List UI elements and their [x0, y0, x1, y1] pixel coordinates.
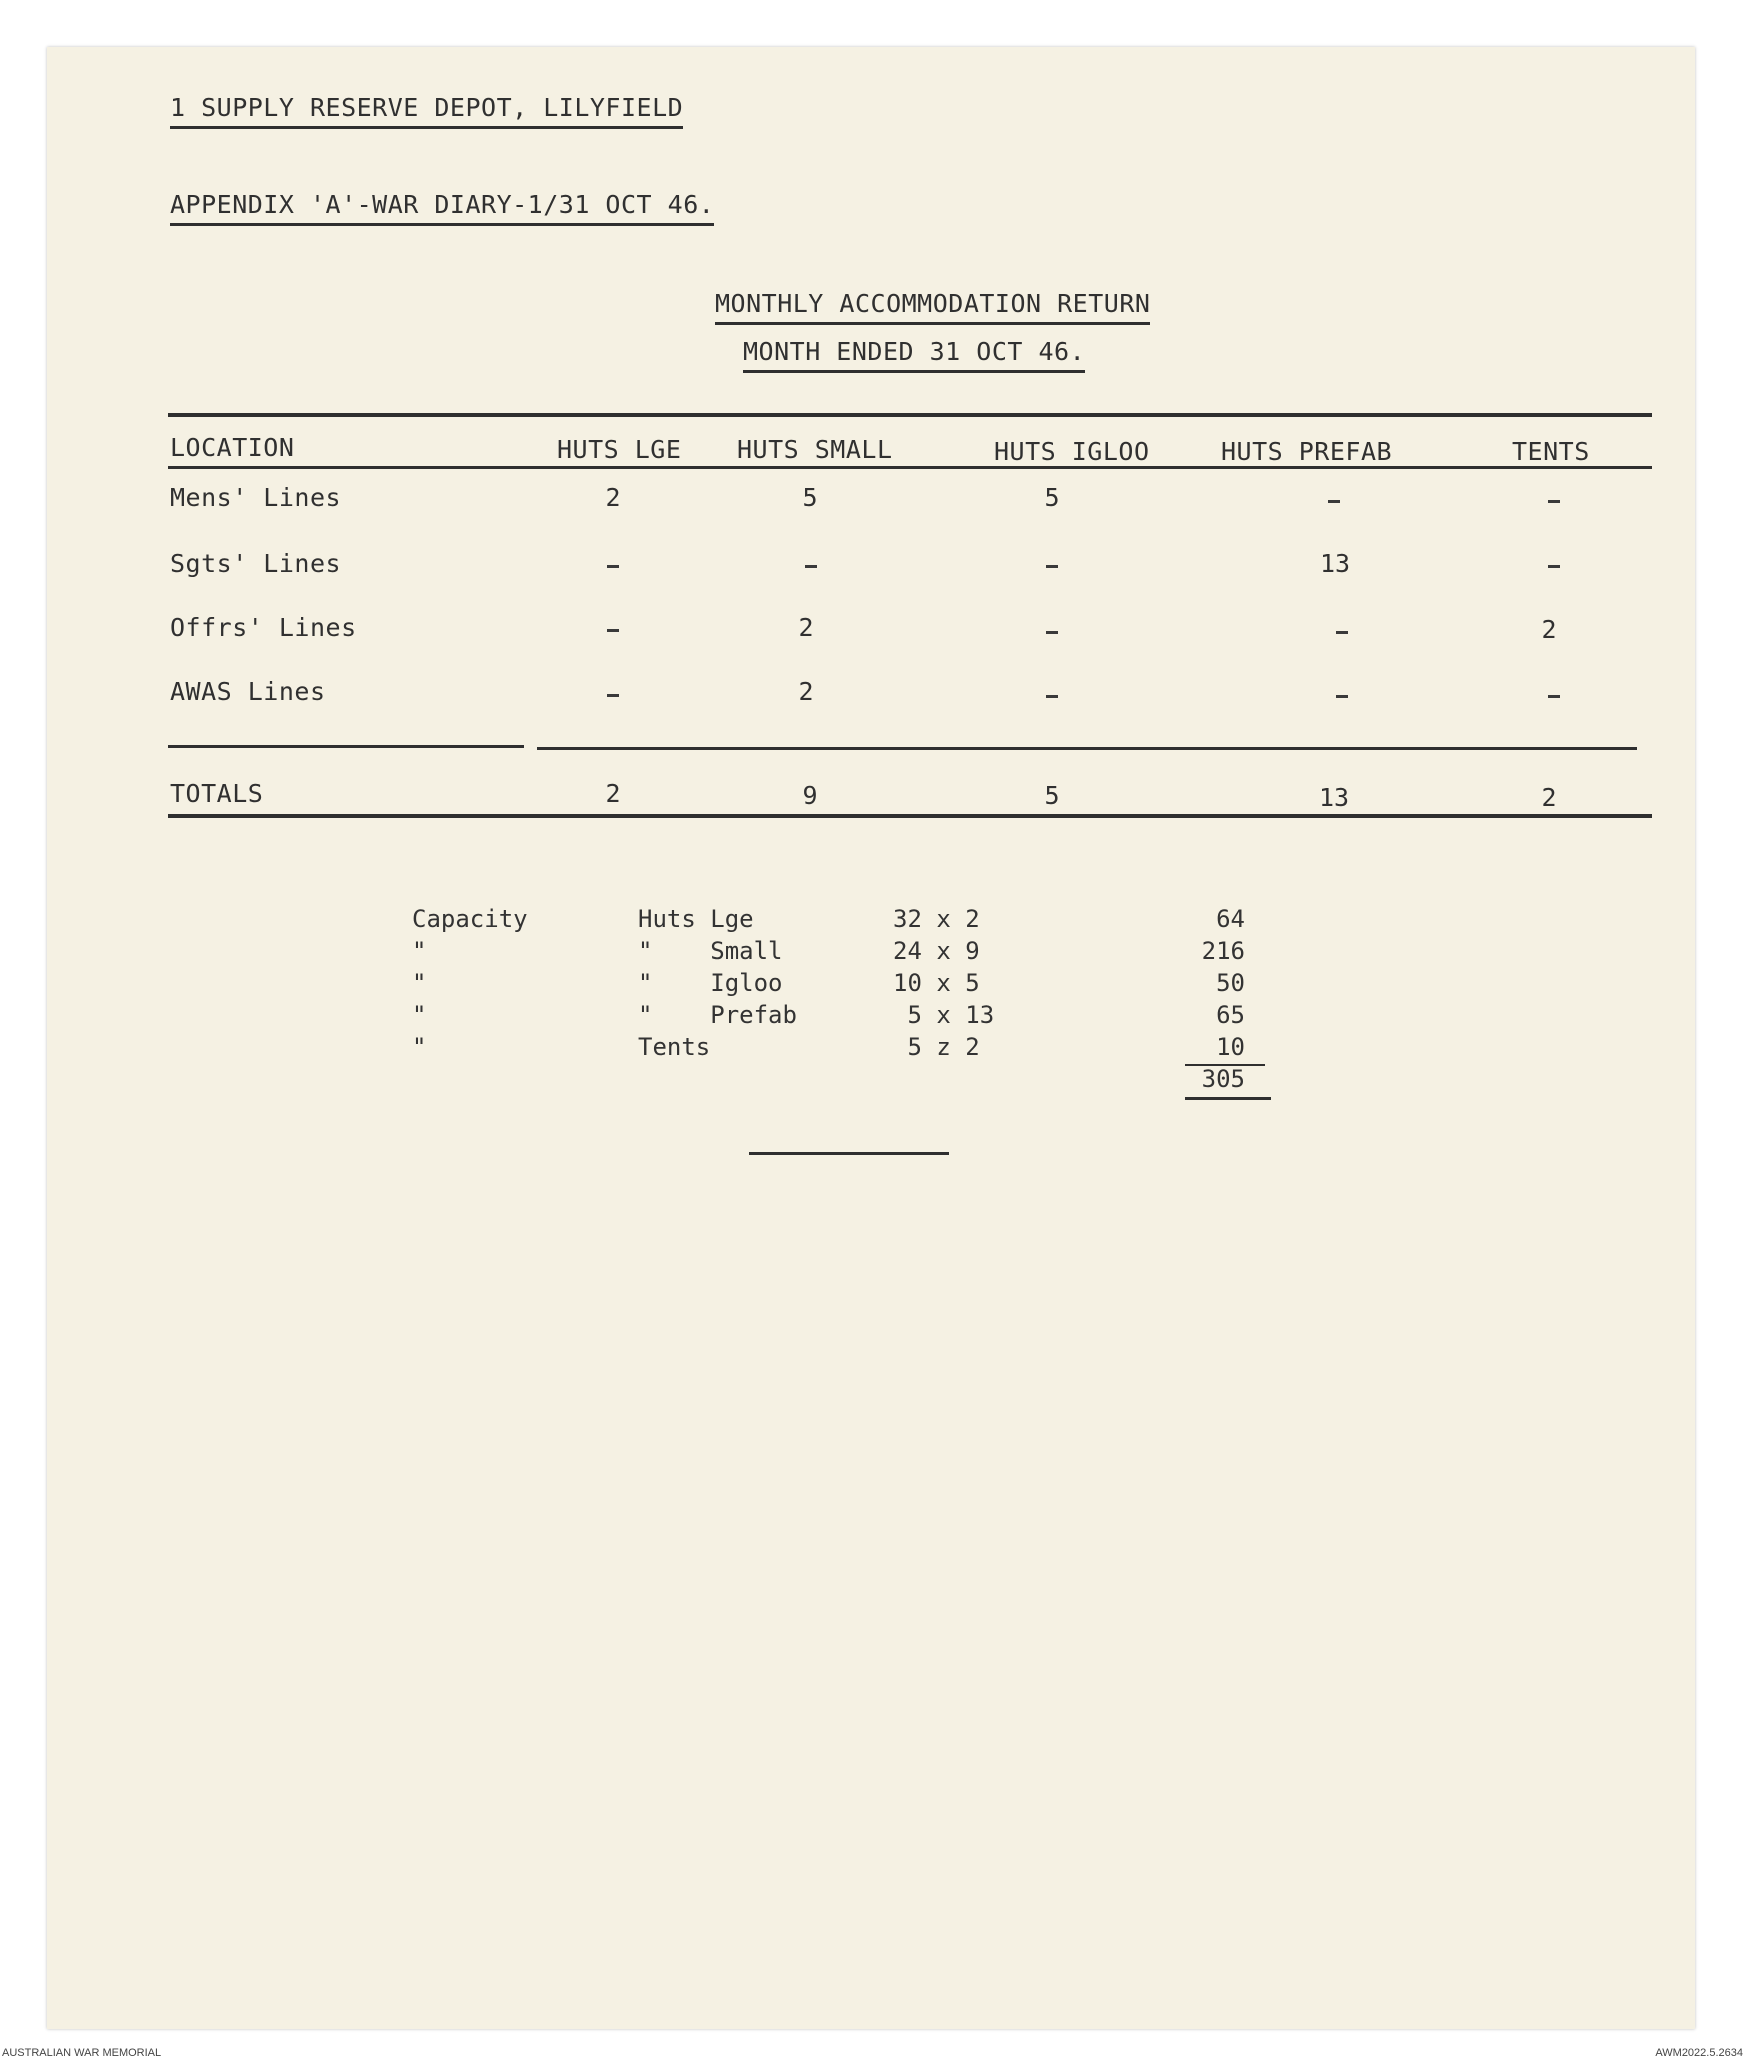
unit-heading: 1 SUPPLY RESERVE DEPOT, LILYFIELD — [170, 93, 683, 129]
col-header-huts-prefab: HUTS PREFAB — [1221, 437, 1393, 466]
capacity-label-4: " — [412, 1001, 427, 1029]
footer-left: AUSTRALIAN WAR MEMORIAL — [2, 2047, 162, 2059]
cell-sgts-huts-prefab: 13 — [1319, 549, 1351, 578]
row-location-sgts: Sgts' Lines — [170, 549, 342, 578]
totals-bottom-rule — [168, 814, 1652, 818]
return-title: MONTHLY ACCOMMODATION RETURN — [715, 289, 1150, 325]
capacity-calc-3: 10 x 5 — [893, 969, 980, 997]
cell-mens-huts-lge: 2 — [605, 483, 621, 512]
col-header-location: LOCATION — [170, 433, 295, 462]
cell-mens-tents — [1548, 500, 1560, 503]
cell-offrs-huts-lge — [607, 629, 619, 632]
capacity-type-1: Huts Lge — [638, 905, 754, 933]
cell-mens-huts-small: 5 — [802, 483, 818, 512]
total-huts-igloo: 5 — [1044, 781, 1060, 810]
col-header-huts-lge: HUTS LGE — [557, 435, 682, 464]
totals-label: TOTALS — [170, 779, 264, 808]
capacity-result-1: 64 — [1216, 905, 1245, 933]
appendix-heading: APPENDIX 'A'-WAR DIARY-1/31 OCT 46. — [170, 190, 714, 226]
capacity-total-underline — [1185, 1097, 1271, 1100]
totals-rule-right — [537, 747, 1637, 750]
cell-sgts-huts-igloo — [1046, 565, 1058, 568]
return-period: MONTH ENDED 31 OCT 46. — [743, 337, 1085, 373]
capacity-result-2: 216 — [1201, 937, 1245, 965]
row-location-offrs: Offrs' Lines — [170, 613, 357, 642]
capacity-calc-5: 5 z 2 — [893, 1033, 980, 1061]
cell-offrs-huts-igloo — [1046, 631, 1058, 634]
capacity-type-4: " Prefab — [638, 1001, 797, 1029]
capacity-type-2: " Small — [638, 937, 783, 965]
cell-sgts-huts-small — [805, 565, 817, 568]
cell-awas-huts-lge — [607, 694, 619, 697]
header-rule — [168, 466, 1652, 469]
cell-sgts-huts-lge — [607, 565, 619, 568]
cell-awas-tents — [1548, 695, 1560, 698]
col-header-tents: TENTS — [1512, 437, 1590, 466]
capacity-result-3: 50 — [1216, 969, 1245, 997]
cell-mens-huts-prefab — [1328, 500, 1340, 503]
capacity-total: 305 — [1201, 1065, 1245, 1093]
cell-offrs-huts-prefab — [1336, 631, 1348, 634]
capacity-label-2: " — [412, 937, 427, 965]
cell-offrs-tents: 2 — [1541, 615, 1557, 644]
capacity-calc-1: 32 x 2 — [893, 905, 980, 933]
total-huts-lge: 2 — [605, 779, 621, 808]
capacity-label-1: Capacity — [412, 905, 528, 933]
capacity-calc-4: 5 x 13 — [893, 1001, 995, 1029]
footer-right: AWM2022.5.2634 — [1655, 2047, 1743, 2059]
totals-rule-left — [168, 745, 524, 748]
capacity-label-3: " — [412, 969, 427, 997]
total-huts-small: 9 — [802, 781, 818, 810]
capacity-calc-2: 24 x 9 — [893, 937, 980, 965]
capacity-type-3: " Igloo — [638, 969, 783, 997]
row-location-awas: AWAS Lines — [170, 677, 326, 706]
cell-offrs-huts-small: 2 — [798, 613, 814, 642]
capacity-result-4: 65 — [1216, 1001, 1245, 1029]
row-location-mens: Mens' Lines — [170, 483, 342, 512]
cell-awas-huts-prefab — [1336, 695, 1348, 698]
closing-rule — [749, 1152, 949, 1155]
total-tents: 2 — [1541, 783, 1557, 812]
cell-awas-huts-small: 2 — [798, 677, 814, 706]
col-header-huts-small: HUTS SMALL — [737, 435, 893, 464]
capacity-result-5: 10 — [1216, 1033, 1245, 1061]
cell-mens-huts-igloo: 5 — [1044, 483, 1060, 512]
total-huts-prefab: 13 — [1318, 783, 1350, 812]
capacity-label-5: " — [412, 1033, 427, 1061]
cell-sgts-tents — [1548, 565, 1560, 568]
table-top-rule — [168, 413, 1652, 417]
capacity-type-5: Tents — [638, 1033, 711, 1061]
col-header-huts-igloo: HUTS IGLOO — [994, 437, 1150, 466]
cell-awas-huts-igloo — [1046, 695, 1058, 698]
document-sheet — [47, 47, 1695, 2029]
